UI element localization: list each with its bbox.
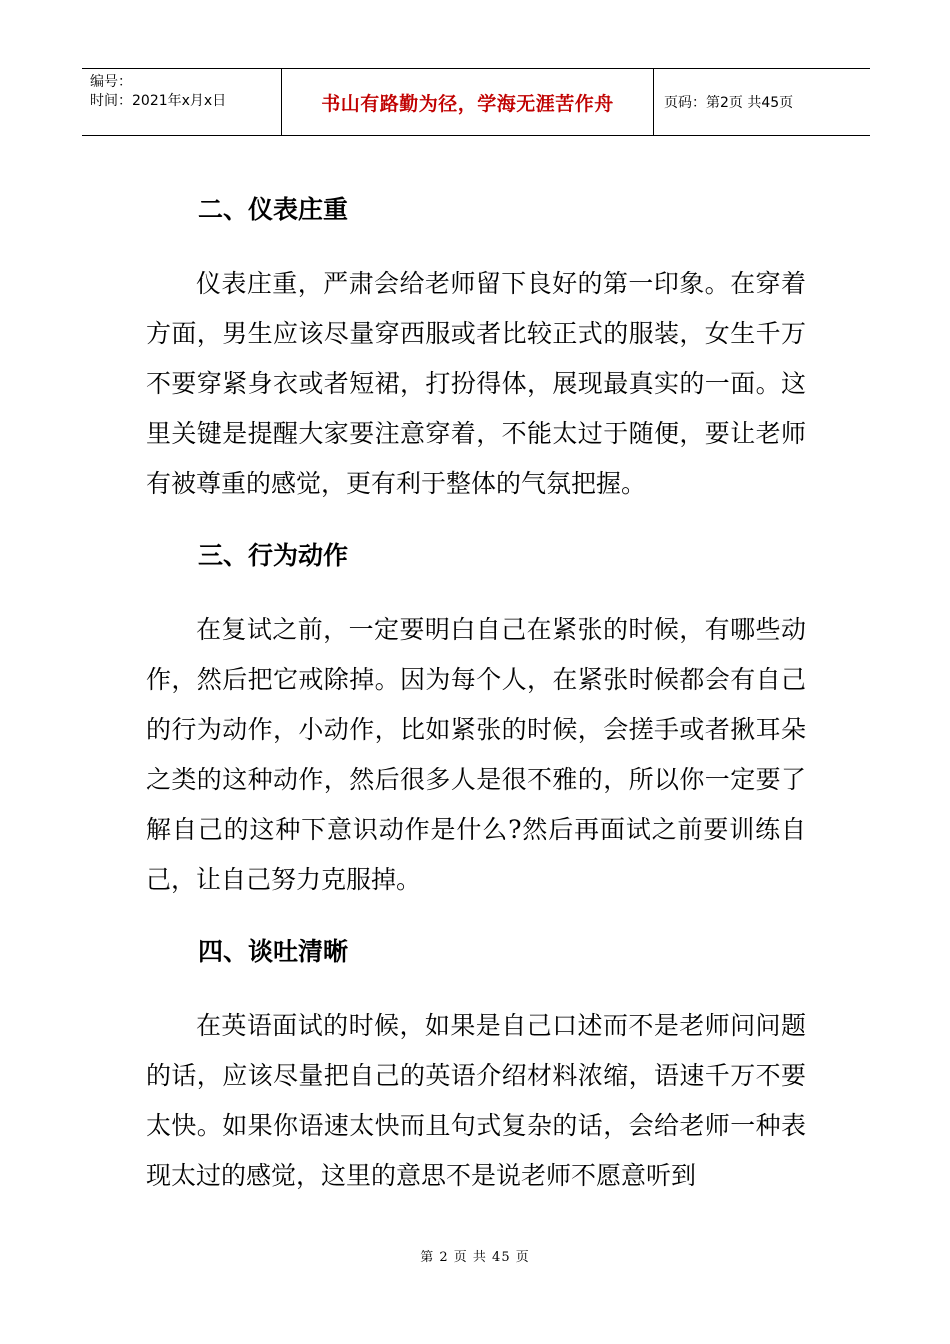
header-page-info: 页码：第2页 共45页 xyxy=(664,95,794,111)
header-motto: 书山有路勤为径，学海无涯苦作舟 xyxy=(282,69,654,135)
header-meta xyxy=(82,69,282,135)
section-heading: 三、行为动作 xyxy=(198,541,349,570)
page-footer: 第 2 页 共 45 页 xyxy=(420,1250,530,1265)
section-heading: 四、谈吐清晰 xyxy=(198,937,349,966)
section-paragraph: 仪表庄重，严肃会给老师留下良好的第一印象。在穿着方面，男生应该尽量穿西服或者比较正式的服装，女生千万不要穿紧身衣或者短裙，打扮得体，展现最真实的一面。这里关键是提醒大家要注意穿着，不能太过于随便，要让老师有被尊重的感觉，更有利于整体的气氛把握。 xyxy=(146,269,806,498)
section-paragraph: 在复试之前，一定要明白自己在紧张的时候，有哪些动作，然后把它戒除掉。因为每个人，在紧张时候都会有自己的行为动作，小动作，比如紧张的时候，会搓手或者揪耳朵之类的这种动作，然后很多人是很不雅的，所以你一定要了解自己的这种下意识动作是什么?然后再面试之前要训练自己，让自己努力克服掉。 xyxy=(146,615,806,894)
header-number-label: 编号： xyxy=(90,74,132,90)
header-time-label: 时间：2021年x月x日 xyxy=(90,93,227,109)
document-body xyxy=(146,185,806,1223)
section-paragraph: 在英语面试的时候，如果是自己口述而不是老师问问题的话，应该尽量把自己的英语介绍材料浓缩，语速千万不要太快。如果你语速太快而且句式复杂的话，会给老师一种表现太过的感觉，这里的意思不是说老师不愿意听到 xyxy=(146,1011,806,1190)
section-heading: 二、仪表庄重 xyxy=(198,195,349,224)
page-header xyxy=(82,68,870,136)
